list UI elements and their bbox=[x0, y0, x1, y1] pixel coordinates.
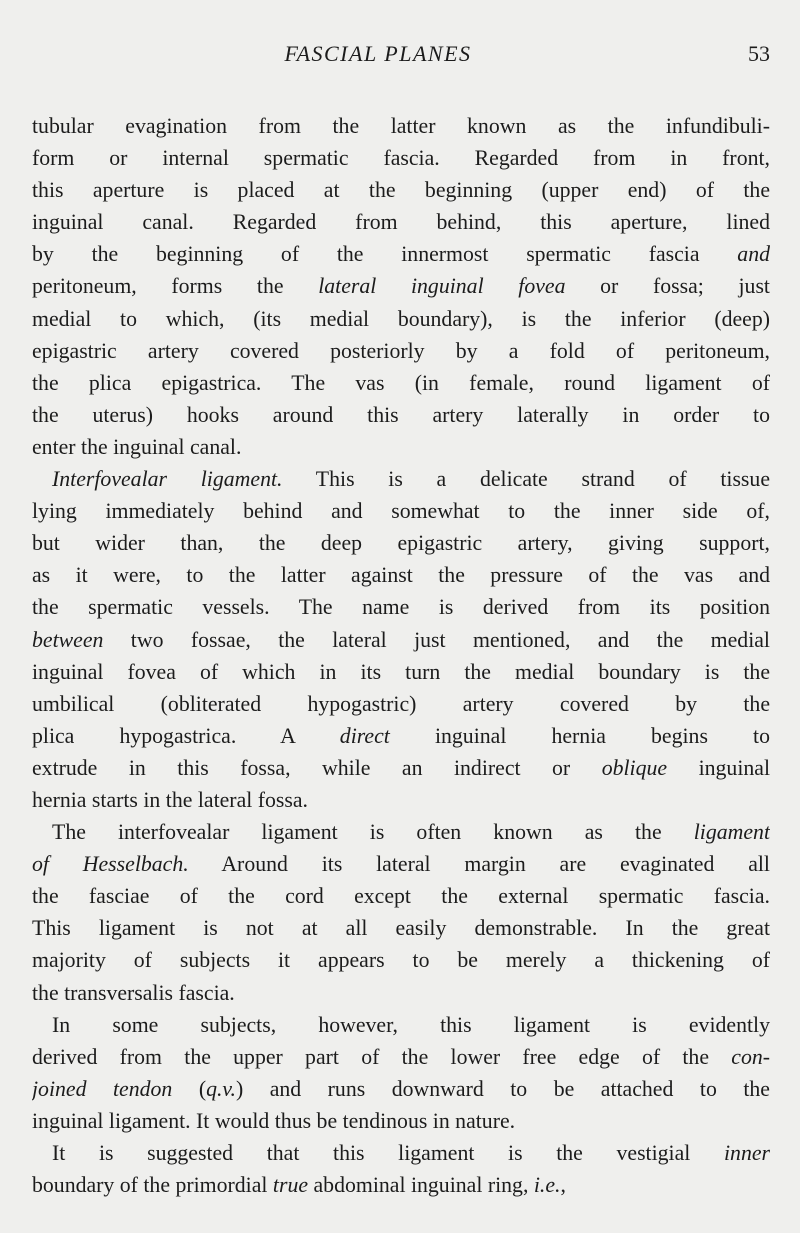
body-text bbox=[32, 110, 770, 1201]
text-line: epigastric artery covered posteriorly by a fold of peritoneum, bbox=[32, 338, 770, 363]
text-line: the plica epigastrica. The vas (in female, round ligament of bbox=[32, 370, 770, 395]
text-line: the uterus) hooks around this artery laterally in order to bbox=[32, 402, 770, 427]
text-line: form or internal spermatic fascia. Regarded from in front, bbox=[32, 146, 770, 171]
text-line: the fasciae of the cord except the external spermatic fascia. bbox=[32, 884, 770, 909]
text-line: inguinal fovea of which in its turn the medial boundary is the bbox=[32, 659, 770, 684]
text-line: but wider than, the deep epigastric artery, giving support, bbox=[32, 531, 770, 556]
text-line: plica hypogastrica. A direct inguinal hernia begins to bbox=[32, 723, 770, 748]
text-line: inguinal ligament. It would thus be tendinous in nature. bbox=[32, 1108, 516, 1133]
text-line: majority of subjects it appears to be merely a thickening of bbox=[32, 948, 770, 973]
text-line: peritoneum, forms the lateral inguinal fovea or fossa; just bbox=[32, 274, 770, 299]
text-line: by the beginning of the innermost spermatic fascia and bbox=[32, 242, 770, 267]
text-line: of Hesselbach. Around its lateral margin are evaginated all bbox=[32, 852, 770, 877]
text-line: The interfovealar ligament is often known as the ligament bbox=[52, 820, 770, 845]
text-line: this aperture is placed at the beginning (upper end) of the bbox=[32, 178, 770, 203]
page-number: 53 bbox=[748, 41, 770, 66]
text-line: derived from the upper part of the lower free edge of the con- bbox=[32, 1044, 770, 1069]
text-line: extrude in this fossa, while an indirect or oblique inguinal bbox=[32, 755, 770, 780]
section-heading: Interfovealar ligament. bbox=[52, 467, 283, 492]
text-line: as it were, to the latter against the pressure of the vas and bbox=[32, 563, 770, 588]
text-line: enter the inguinal canal. bbox=[32, 434, 242, 459]
text-line: boundary of the primordial true abdominal inguinal ring, i.e., bbox=[32, 1173, 566, 1198]
text-line: the transversalis fascia. bbox=[32, 980, 235, 1005]
section-heading-line: Interfovealar ligament. This is a delicate strand of tissue bbox=[52, 467, 770, 492]
text-line: umbilical (obliterated hypogastric) artery covered by the bbox=[32, 691, 770, 716]
text-line: It is suggested that this ligament is the vestigial inner bbox=[52, 1141, 770, 1165]
text-line: tubular evagination from the latter known as the infundibuli- bbox=[32, 114, 770, 138]
text-line: lying immediately behind and somewhat to the inner side of, bbox=[32, 499, 770, 524]
text-line: medial to which, (its medial boundary), is the inferior (deep) bbox=[32, 306, 770, 331]
text-line: In some subjects, however, this ligament is evidently bbox=[52, 1012, 770, 1037]
text-line: between two fossae, the lateral just mentioned, and the medial bbox=[32, 627, 770, 652]
text-line: inguinal canal. Regarded from behind, this aperture, lined bbox=[32, 210, 770, 235]
text-line: hernia starts in the lateral fossa. bbox=[32, 787, 308, 812]
text-line: joined tendon (q.v.) and runs downward to be attached to the bbox=[32, 1076, 770, 1101]
text-line: the spermatic vessels. The name is derived from its position bbox=[32, 595, 770, 620]
text-line: This ligament is not at all easily demonstrable. In the great bbox=[32, 916, 770, 941]
running-head bbox=[128, 38, 770, 70]
running-title: FASCIAL PLANES bbox=[284, 41, 472, 66]
